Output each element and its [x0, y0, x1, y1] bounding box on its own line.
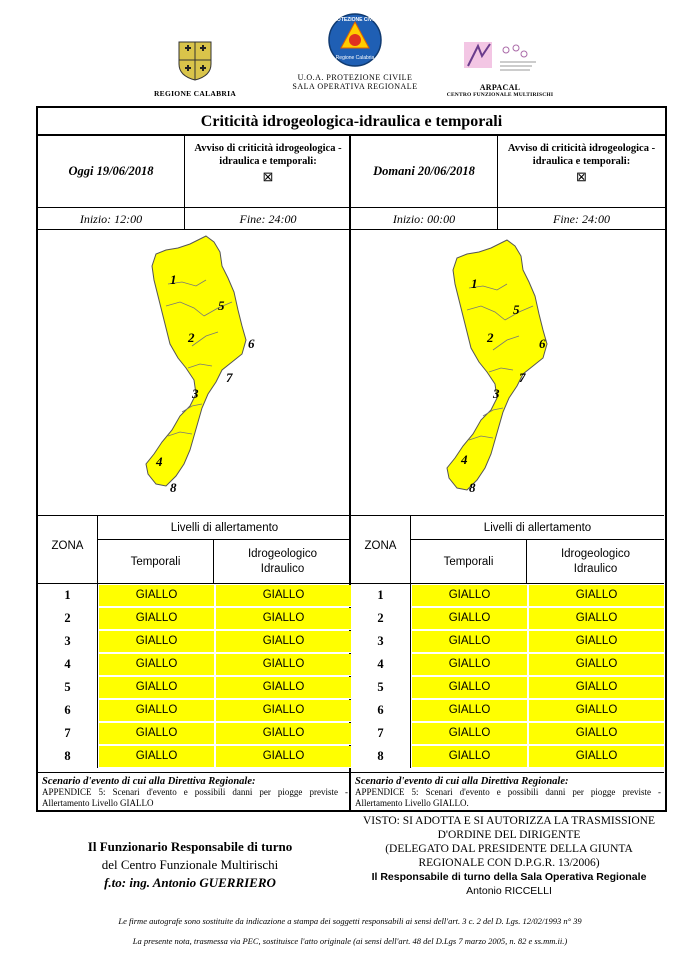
zona-header: ZONA — [351, 516, 411, 584]
funzionario-title: Il Funzionario Responsabile di turno — [87, 839, 293, 854]
zone-label-3-tomorrow: 3 — [493, 386, 500, 401]
livelli-header: Livelli di allertamento — [411, 516, 664, 540]
zona-number: 4 — [351, 653, 411, 676]
footnote-pec: La presente nota, trasmessa via PEC, sostituisce l'atto originale (ai sensi dell'art. 48 del D.Lgs 7 marzo 2005, n. 82 e ss.mm.ii.) — [132, 936, 568, 946]
arpacal-text: ARPACAL — [479, 83, 521, 92]
idro-header-line2: Idraulico — [573, 563, 618, 575]
date-tomorrow: Domani 20/06/2018 — [351, 136, 498, 208]
signature-left — [40, 838, 340, 892]
temporali-level: GIALLO — [99, 746, 214, 767]
alert-table-today — [38, 516, 351, 772]
idro-header-line1: Idrogeologico — [560, 548, 631, 560]
protezione-badge-top: PROTEZIONE CIVILE — [329, 17, 381, 23]
temporali-level: GIALLO — [412, 746, 527, 767]
zone-label-7-today: 7 — [226, 370, 233, 385]
temporali-level: GIALLO — [412, 631, 527, 652]
panel-tomorrow — [351, 136, 665, 812]
table-row — [351, 653, 664, 676]
bulletin-title: Criticità idrogeologica-idraulica e temporali — [38, 108, 665, 136]
centro-funzionale: del Centro Funzionale Multirischi — [101, 857, 279, 872]
idro-level: GIALLO — [529, 700, 664, 721]
idro-level: GIALLO — [529, 677, 664, 698]
temporali-level: GIALLO — [99, 677, 214, 698]
idro-level: GIALLO — [216, 654, 351, 675]
avviso-checkbox-tomorrow: ⊠ — [576, 169, 587, 184]
avviso-cell-tomorrow — [498, 136, 665, 208]
scenario-text-tomorrow: APPENDICE 5: Scenari d'evento e possibili danni per piogge previste - Allertamento Livello GIALLO. — [355, 787, 661, 808]
table-row — [351, 630, 664, 653]
zona-number: 8 — [38, 745, 98, 768]
table-row — [351, 722, 664, 745]
scenario-today — [38, 772, 351, 812]
temporali-header: Temporali — [98, 540, 214, 584]
avviso-cell-today — [185, 136, 351, 208]
table-row — [38, 653, 351, 676]
avviso-checkbox-today: ⊠ — [262, 169, 274, 184]
idro-level: GIALLO — [216, 631, 351, 652]
zone-label-6-tomorrow: 6 — [539, 336, 546, 351]
table-row — [38, 630, 351, 653]
zone-label-1-today: 1 — [170, 272, 177, 287]
responsabile-title: Il Responsabile di turno della Sala Operativa Regionale — [371, 871, 647, 883]
zone-label-2-today: 2 — [188, 330, 195, 345]
zona-number: 6 — [351, 699, 411, 722]
zona-number: 4 — [38, 653, 98, 676]
idro-level: GIALLO — [216, 585, 351, 606]
funzionario-name: f.to: ing. Antonio GUERRIERO — [104, 875, 276, 890]
idro-header-line2: Idraulico — [260, 563, 305, 575]
protezione-civile-line1: U.O.A. PROTEZIONE CIVILE — [297, 73, 413, 82]
temporali-level: GIALLO — [412, 723, 527, 744]
temporali-header: Temporali — [411, 540, 527, 584]
table-row — [38, 607, 351, 630]
zona-number: 1 — [38, 584, 98, 607]
protezione-civile-badge-icon — [325, 12, 385, 68]
temporali-level: GIALLO — [412, 654, 527, 675]
fine-tomorrow: Fine: 24:00 — [498, 208, 665, 230]
idro-level: GIALLO — [216, 723, 351, 744]
calabria-map-tomorrow — [351, 230, 664, 516]
signature-right — [348, 814, 670, 898]
fine-today: Fine: 24:00 — [185, 208, 351, 230]
calabria-map-today — [38, 230, 351, 516]
table-row — [351, 607, 664, 630]
zona-number: 6 — [38, 699, 98, 722]
livelli-header: Livelli di allertamento — [98, 516, 351, 540]
zone-label-3-today: 3 — [192, 386, 199, 401]
protezione-civile-line2: SALA OPERATIVA REGIONALE — [292, 82, 418, 91]
bulletin-box — [36, 106, 667, 812]
idro-level: GIALLO — [529, 631, 664, 652]
arpacal-mark-icon — [460, 40, 540, 76]
scenario-text-today: APPENDICE 5: Scenari d'evento e possibili danni per piogge previste - Allertamento Livello GIALLO — [42, 787, 348, 808]
idro-header-line1: Idrogeologico — [247, 548, 318, 560]
zone-label-7-tomorrow: 7 — [519, 370, 526, 385]
zone-label-1-tomorrow: 1 — [471, 276, 478, 291]
regione-calabria-logo — [150, 38, 240, 98]
panel-today — [38, 136, 351, 812]
document-header — [0, 0, 700, 100]
idro-level: GIALLO — [216, 700, 351, 721]
idro-level: GIALLO — [529, 654, 664, 675]
regione-calabria-text: REGIONE CALABRIA — [153, 89, 237, 98]
zone-label-4-today: 4 — [156, 454, 163, 469]
table-row — [38, 584, 351, 607]
table-row — [351, 584, 664, 607]
alert-rows-today — [38, 584, 351, 768]
table-row — [351, 699, 664, 722]
idro-level: GIALLO — [216, 677, 351, 698]
protezione-badge-bottom: Regione Calabria — [335, 55, 375, 61]
alert-rows-tomorrow — [351, 584, 664, 768]
temporali-level: GIALLO — [99, 654, 214, 675]
zona-number: 3 — [351, 630, 411, 653]
temporali-level: GIALLO — [99, 723, 214, 744]
calabria-shield-icon — [175, 38, 215, 82]
zona-number: 5 — [351, 676, 411, 699]
zone-label-8-tomorrow: 8 — [469, 480, 476, 495]
visto-line3: (DELEGATO DAL PRESIDENTE DELLA GIUNTA — [385, 843, 633, 855]
inizio-today: Inizio: 12:00 — [38, 208, 185, 230]
temporali-level: GIALLO — [99, 585, 214, 606]
zona-number: 3 — [38, 630, 98, 653]
idro-level: GIALLO — [529, 723, 664, 744]
zone-label-8-today: 8 — [170, 480, 177, 495]
scenario-title-tomorrow: Scenario d'evento di cui alla Direttiva Regionale: — [355, 776, 569, 787]
alert-table-tomorrow — [351, 516, 664, 772]
zone-label-2-tomorrow: 2 — [487, 330, 494, 345]
visto-line4: REGIONALE CON D.P.G.R. 13/2006) — [418, 857, 600, 869]
table-row — [38, 745, 351, 768]
zona-number: 1 — [351, 584, 411, 607]
zona-number: 7 — [38, 722, 98, 745]
idrogeologico-header — [214, 540, 351, 584]
zona-number: 8 — [351, 745, 411, 768]
temporali-level: GIALLO — [412, 585, 527, 606]
zone-label-4-tomorrow: 4 — [461, 452, 468, 467]
idro-level: GIALLO — [529, 585, 664, 606]
temporali-level: GIALLO — [99, 700, 214, 721]
zone-label-6-today: 6 — [248, 336, 255, 351]
footnote-firme: Le firme autografe sono sostituite da indicazione a stampa dei soggetti responsabili ai sensi dell'art. 3 c. 2 del D. Lgs. 12/02/1993 n° 39 — [118, 916, 582, 926]
temporali-level: GIALLO — [99, 631, 214, 652]
temporali-level: GIALLO — [412, 677, 527, 698]
map-area-today — [38, 230, 351, 516]
visto-line2: D'ORDINE DEL DIRIGENTE — [437, 829, 581, 841]
temporali-level: GIALLO — [99, 608, 214, 629]
idrogeologico-header — [527, 540, 664, 584]
zona-header: ZONA — [38, 516, 98, 584]
arpacal-subtext: CENTRO FUNZIONALE MULTIRISCHI — [446, 92, 554, 98]
table-row — [351, 676, 664, 699]
avviso-text-tomorrow: Avviso di criticità idrogeologica - idraulica e temporali: — [507, 143, 656, 167]
zona-number: 5 — [38, 676, 98, 699]
date-today: Oggi 19/06/2018 — [38, 136, 185, 208]
zone-label-5-today: 5 — [218, 298, 225, 313]
table-row — [38, 722, 351, 745]
idro-level: GIALLO — [216, 746, 351, 767]
idro-level: GIALLO — [216, 608, 351, 629]
zone-label-5-tomorrow: 5 — [513, 302, 520, 317]
inizio-tomorrow: Inizio: 00:00 — [351, 208, 498, 230]
table-row — [351, 745, 664, 768]
map-area-tomorrow — [351, 230, 664, 516]
temporali-level: GIALLO — [412, 700, 527, 721]
temporali-level: GIALLO — [412, 608, 527, 629]
avviso-text-today: Avviso di criticità idrogeologica - idraulica e temporali: — [194, 143, 342, 167]
table-row — [38, 676, 351, 699]
zona-number: 2 — [38, 607, 98, 630]
scenario-title-today: Scenario d'evento di cui alla Direttiva Regionale: — [42, 776, 256, 787]
visto-line1: VISTO: SI ADOTTA E SI AUTORIZZA LA TRASMISSIONE — [362, 815, 656, 827]
zona-number: 2 — [351, 607, 411, 630]
table-row — [38, 699, 351, 722]
idro-level: GIALLO — [529, 746, 664, 767]
arpacal-logo — [440, 40, 560, 98]
responsabile-name: Antonio RICCELLI — [466, 885, 552, 897]
zona-number: 7 — [351, 722, 411, 745]
idro-level: GIALLO — [529, 608, 664, 629]
scenario-tomorrow — [351, 772, 664, 812]
protezione-civile-logo — [280, 12, 430, 91]
